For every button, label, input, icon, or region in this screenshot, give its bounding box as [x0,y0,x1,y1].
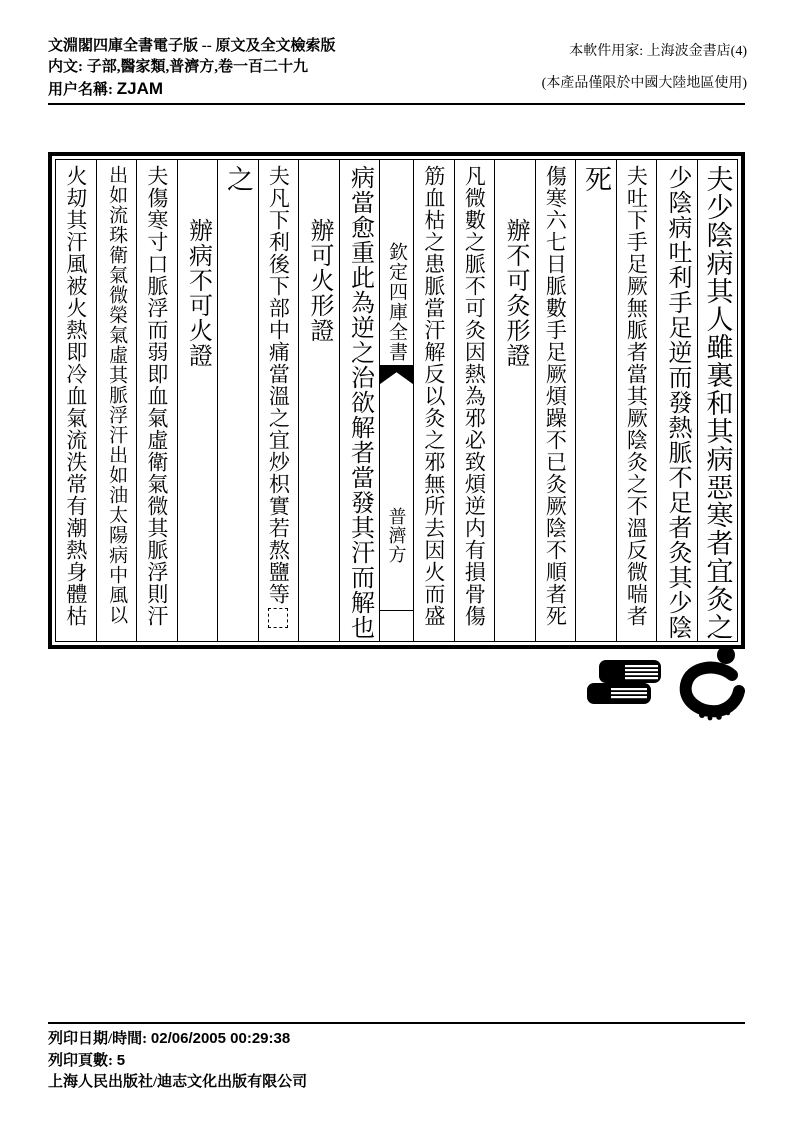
column-text [264,160,292,641]
text-column [413,160,454,641]
column-text: 少陰病吐利手足逆而發熱脈不足者灸其少陰 [663,165,690,640]
column-text: 凡微數之脈不可灸因熱為邪必致煩逆内有損骨傷 [462,165,487,627]
user-label: 用户名稱: [48,82,117,98]
column-text: 死 [580,165,611,193]
text-column [656,160,697,641]
section-heading: 辦病不可火證 [184,218,211,368]
section-heading: 辦不可灸形證 [501,218,528,368]
section-heading-column [177,160,218,641]
header-left [48,36,336,101]
book-page-columns [55,159,738,642]
app-title: 文淵閣四庫全書電子版 -- 原文及全文檢索版 [48,38,336,54]
column-text: 之 [222,165,253,193]
text-column [217,160,258,641]
content-path: 内文: 子部,醫家類,普濟方,卷一百二十九 [48,59,308,75]
text-column [339,160,380,641]
column-text-run: 夫凡下利後下部中痛當溫之宜炒枳實若熬鹽等 [266,165,291,605]
column-text: 筋血枯之患脈當汗解反以灸之邪無所去因火而盛 [421,165,446,627]
column-text: 傷寒六七日脈數手足厥煩躁不已灸厥陰不順者死 [543,165,568,627]
print-pages-line [48,1050,307,1072]
column-text: 出如流珠衛氣微榮氣虛其脈浮汗出如油太陽病中風以 [106,165,128,625]
text-column [454,160,495,641]
spine-book-title: 普濟方 [386,507,407,564]
text-column [575,160,616,641]
text-column [535,160,576,641]
spine-bottom-line [380,610,413,611]
section-heading-column [494,160,535,641]
text-column [697,160,738,641]
licensee-line: 本軟件用家: 上海波金書店(4) [569,44,747,59]
fishtail-mark-icon [380,365,413,385]
header-divider [48,103,745,105]
text-column [136,160,177,641]
column-text: 夫吐下手足厥無脈者當其厥陰灸之不溫反微喘者 [624,165,649,627]
user-name: ZJAM [116,79,164,98]
license-notice: (本產品僅限於中國大陸地區使用) [541,76,747,91]
column-text: 夫少陰病其人雖裏和其病惡寒者宜灸之 [702,165,733,641]
column-text: 夫傷寒寸口脈浮而弱即血氣虛衛氣微其脈浮則汗 [144,165,169,627]
text-column [96,160,137,641]
column-text: 病當愈重此為逆之治欲解者當發其汗而解也 [346,165,373,640]
text-column [616,160,657,641]
missing-char-box [268,608,288,628]
footer [48,1028,307,1093]
print-pages-value: 5 [116,1052,126,1069]
section-heading-column [298,160,339,641]
user-line [48,78,336,101]
print-pages-label: 列印頁數: [48,1053,117,1069]
brush-swirl-logo [676,643,748,725]
book-page-frame [48,152,745,649]
publisher-line: 上海人民出版社/迪志文化出版有限公司 [48,1074,308,1090]
footer-divider [48,1022,745,1024]
section-heading: 辦可火形證 [305,218,332,343]
text-column [56,160,96,641]
spine-collection-title: 欽定四庫全書 [386,242,407,362]
header-right [542,44,747,108]
spine-column [379,160,413,641]
print-datetime-value: 02/06/2005 00:29:38 [150,1030,291,1047]
print-datetime-label: 列印日期/時間: [48,1031,151,1047]
column-text: 火刧其汗風被火熱即冷血氣流泆常有潮熱身體枯 [63,165,88,627]
text-column [258,160,299,641]
print-datetime-line [48,1028,307,1050]
stacked-books-logo [583,658,663,708]
